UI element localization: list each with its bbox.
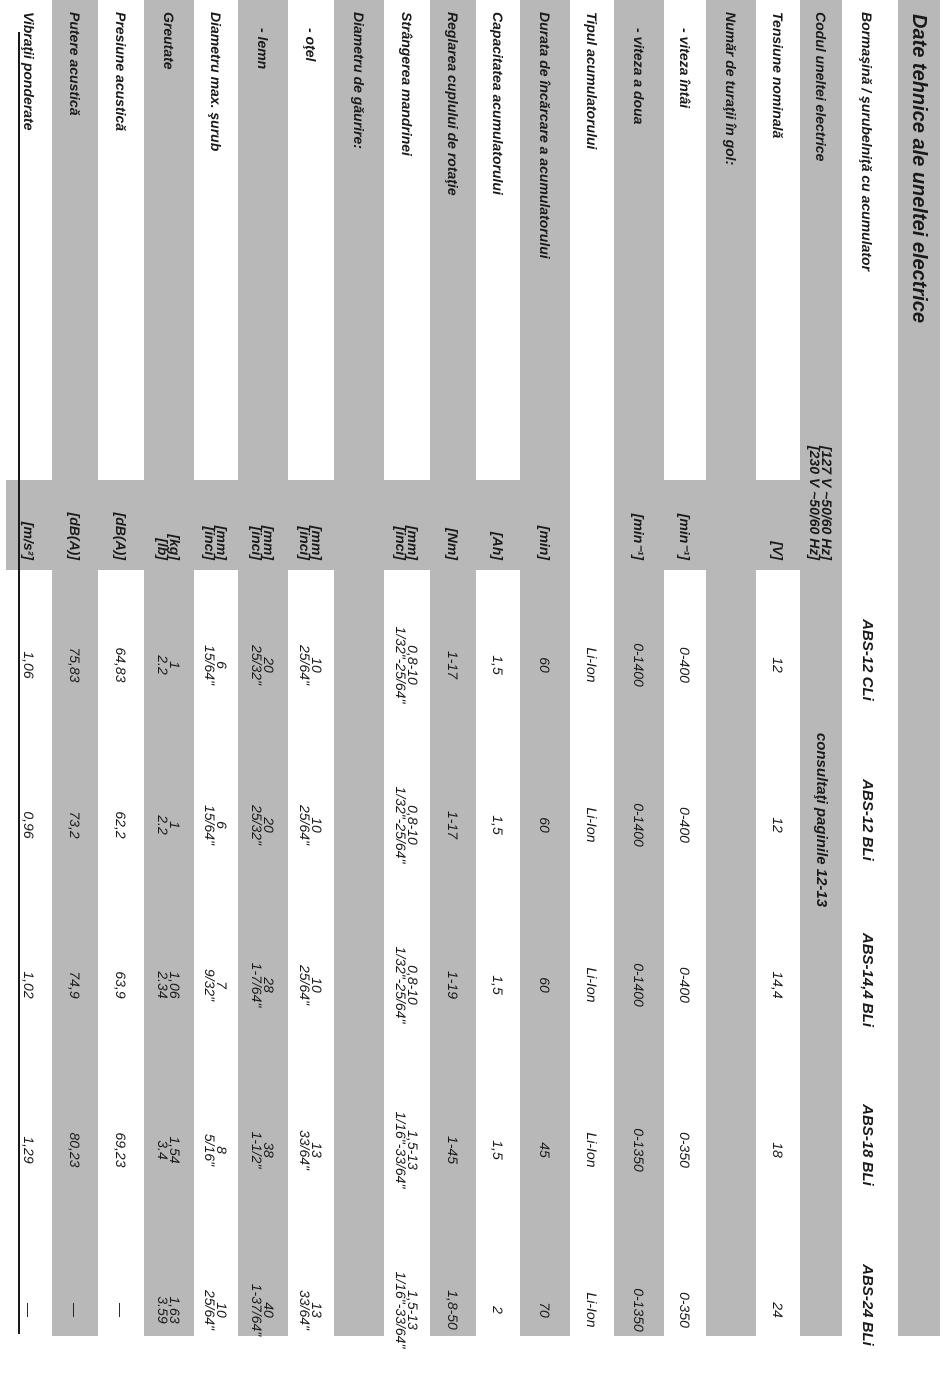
row-label: Reglarea cuplului de rotaţie (445, 12, 461, 196)
row-value-4: — (113, 1303, 129, 1317)
row-value-0: 12 (770, 657, 786, 673)
row-value-1: 0-1400 (631, 803, 647, 847)
model-header-3: ABS-18 BLi (859, 1104, 876, 1186)
table-row (144, 0, 194, 1336)
row-label: Vibraţii ponderate (21, 12, 37, 131)
row-unit: [min⁻¹] (677, 513, 693, 560)
row-value-0: 0,8-10 1/32"-25/64" (393, 626, 421, 704)
row-unit: [mm] [inci] (249, 525, 277, 560)
row-label: Diametru de găurire: (351, 12, 367, 149)
row-value-4: 1,5-13 1/16"-33/64" (393, 1271, 421, 1349)
row-value-0: Li-Ion (584, 647, 600, 683)
row-value-3: 0-1350 (631, 1128, 647, 1172)
row-value-2: 1,06 2.34 (155, 971, 183, 999)
table-row (476, 0, 520, 1336)
table-header-row (842, 0, 892, 1346)
table-row (6, 0, 52, 1336)
row-value-0: 0-1400 (631, 643, 647, 687)
row-unit: [dB(A)] (113, 512, 129, 560)
row-value-3: 38 1-1/2" (249, 1131, 277, 1169)
row-value-3: Li-Ion (584, 1132, 600, 1168)
row-value-3: 45 (537, 1142, 553, 1158)
row-value-3: 8 5/16" (202, 1133, 230, 1167)
row-unit: [min] (537, 525, 553, 560)
table-row (756, 0, 800, 1336)
model-header-4: ABS-24 BLi (859, 1264, 876, 1346)
row-value-1: 60 (537, 817, 553, 833)
row-label: - viteza a doua (631, 28, 647, 125)
row-value-1: 1-17 (445, 810, 461, 840)
row-value-4: 40 1-37/64" (249, 1283, 277, 1337)
row-value-2: 7 9/32" (202, 968, 230, 1002)
row-value-0: 20 25/32" (249, 644, 277, 685)
row-label: Codul uneltei electrice (813, 12, 829, 162)
row-value-4: 70 (537, 1302, 553, 1318)
row-value-2: 1,5 (490, 975, 506, 995)
row-value-4: — (67, 1303, 83, 1317)
row-value-4: 2 (490, 1306, 506, 1314)
row-value-3: 69,23 (113, 1132, 129, 1168)
table-row (98, 0, 144, 1336)
row-value-3: 0-350 (677, 1132, 693, 1168)
row-value-4: 13 33/64" (297, 1289, 325, 1330)
row-value-4: 0-1350 (631, 1288, 647, 1332)
row-value-1: Li-Ion (584, 807, 600, 843)
row-value-1: 0,96 (21, 811, 37, 839)
table-row (52, 0, 98, 1336)
row-value-3: 13 33/64" (297, 1129, 325, 1170)
row-unit: [m/s²] (21, 521, 37, 560)
row-value-4: 1,8-50 (445, 1290, 461, 1330)
row-value-0: 64,83 (113, 647, 129, 683)
row-value-3: 80,23 (67, 1132, 83, 1168)
model-header-0: ABS-12 CLi (859, 619, 876, 701)
row-value-3: 1,5-13 1/16"-33/64" (393, 1111, 421, 1189)
row-value-2: 14,4 (770, 971, 786, 999)
row-label: - oţel (303, 28, 319, 62)
row-value-1: 0,8-10 1/32"-25/64" (393, 786, 421, 864)
row-value-2: 74,9 (67, 971, 83, 999)
row-value-2: 10 25/64" (297, 964, 325, 1005)
row-label: - viteza întâi (677, 28, 693, 109)
table-row (384, 0, 430, 1349)
row-label: Durata de încărcare a acumulatorului (537, 12, 553, 259)
row-value-2: 1,02 (21, 971, 37, 999)
row-value-2: 63,9 (113, 971, 129, 999)
row-value-0: 1 2.2 (155, 655, 183, 675)
model-header-2: ABS-14,4 BLi (859, 932, 876, 1028)
header-label: Bormaşină / şurubelniţă cu acumulator (859, 12, 875, 272)
table-row (238, 0, 288, 1336)
row-value-1: 62,2 (113, 811, 129, 839)
table-row (664, 0, 706, 1336)
row-value-4: 10 25/64" (202, 1289, 230, 1330)
row-value-4: Li-Ion (584, 1292, 600, 1328)
row-value-2: 0-400 (677, 967, 693, 1003)
table-row (334, 0, 384, 1336)
row-value-0: 6 15/64" (202, 644, 230, 685)
table-row (194, 0, 238, 1336)
row-value-1: 6 15/64" (202, 804, 230, 845)
row-value-2: 28 1-7/64" (249, 962, 277, 1008)
row-unit: [kg] [lb] (155, 534, 183, 560)
row-value-1: 12 (770, 817, 786, 833)
row-label: Greutate (161, 12, 177, 70)
row-label: Capacitatea acumulatorului (490, 12, 506, 195)
row-label: Tipul acumulatorului (584, 12, 600, 150)
row-unit: [min⁻¹] (631, 513, 647, 560)
row-unit: [mm] [inci] (297, 525, 325, 560)
row-label: Diametru max. şurub (208, 12, 224, 152)
row-unit: [dB(A)] (67, 512, 83, 560)
table-row (570, 0, 614, 1336)
row-value-0: 0-400 (677, 647, 693, 683)
row-label: Tensiune nominală (770, 12, 786, 139)
row-value-3: 1-45 (445, 1135, 461, 1165)
row-value-4: 24 (770, 1302, 786, 1318)
row-value-2: 0,8-10 1/32"-25/64" (393, 946, 421, 1024)
model-header-1: ABS-12 BLi (859, 779, 876, 861)
row-value-1: 73,2 (67, 811, 83, 839)
row-value-0: 1-17 (445, 650, 461, 680)
bottom-rule (18, 32, 20, 1334)
row-value-1: 1 2.2 (155, 815, 183, 835)
row-value-4: — (21, 1303, 37, 1317)
row-unit: [127 V ~50/60 Hz] [230 V ~50/60 Hz] (807, 445, 835, 560)
table-row (288, 0, 334, 1336)
row-value-2: Li-Ion (584, 967, 600, 1003)
row-value-2: 1-19 (445, 970, 461, 1000)
row-value-4: 1,63 3.59 (155, 1296, 183, 1324)
row-value-3: 1,29 (21, 1136, 37, 1164)
row-value-0: 10 25/64" (297, 644, 325, 685)
table-row (706, 0, 756, 1336)
table-row (614, 0, 664, 1336)
row-label: Număr de turaţii în gol: (723, 12, 739, 166)
row-label: - lemn (255, 28, 271, 70)
row-label: Putere acustică (67, 12, 83, 116)
row-value-0: 1,06 (21, 651, 37, 679)
row-value-4: 0-350 (677, 1292, 693, 1328)
row-value-3: 1,54 3.4 (155, 1136, 183, 1164)
row-value-3: 1,5 (490, 1140, 506, 1160)
row-value-0: 1,5 (490, 655, 506, 675)
row-value-3: 18 (770, 1142, 786, 1158)
row-unit: [Nm] (445, 528, 461, 560)
row-label: Presiune acustică (113, 12, 129, 132)
row-value-0: 75,83 (67, 647, 83, 683)
row-value-1: 1,5 (490, 815, 506, 835)
row-span-value: consultaţi paginile 12-13 (813, 732, 830, 908)
row-value-0: 60 (537, 657, 553, 673)
page-title: Date tehnice ale uneltei electrice (898, 0, 940, 1336)
table-row (520, 0, 570, 1336)
row-unit: [mm] [inci] (202, 525, 230, 560)
row-unit: [V] (770, 541, 786, 560)
table-row (430, 0, 476, 1336)
row-unit: [Ah] (490, 532, 506, 560)
row-value-1: 0-400 (677, 807, 693, 843)
table-row (800, 0, 842, 1336)
row-value-2: 0-1400 (631, 963, 647, 1007)
row-value-1: 20 25/32" (249, 804, 277, 845)
row-value-1: 10 25/64" (297, 804, 325, 845)
row-label: Strângerea mandrinei (399, 12, 415, 156)
row-unit: [mm] [inci] (393, 525, 421, 560)
row-value-2: 60 (537, 977, 553, 993)
